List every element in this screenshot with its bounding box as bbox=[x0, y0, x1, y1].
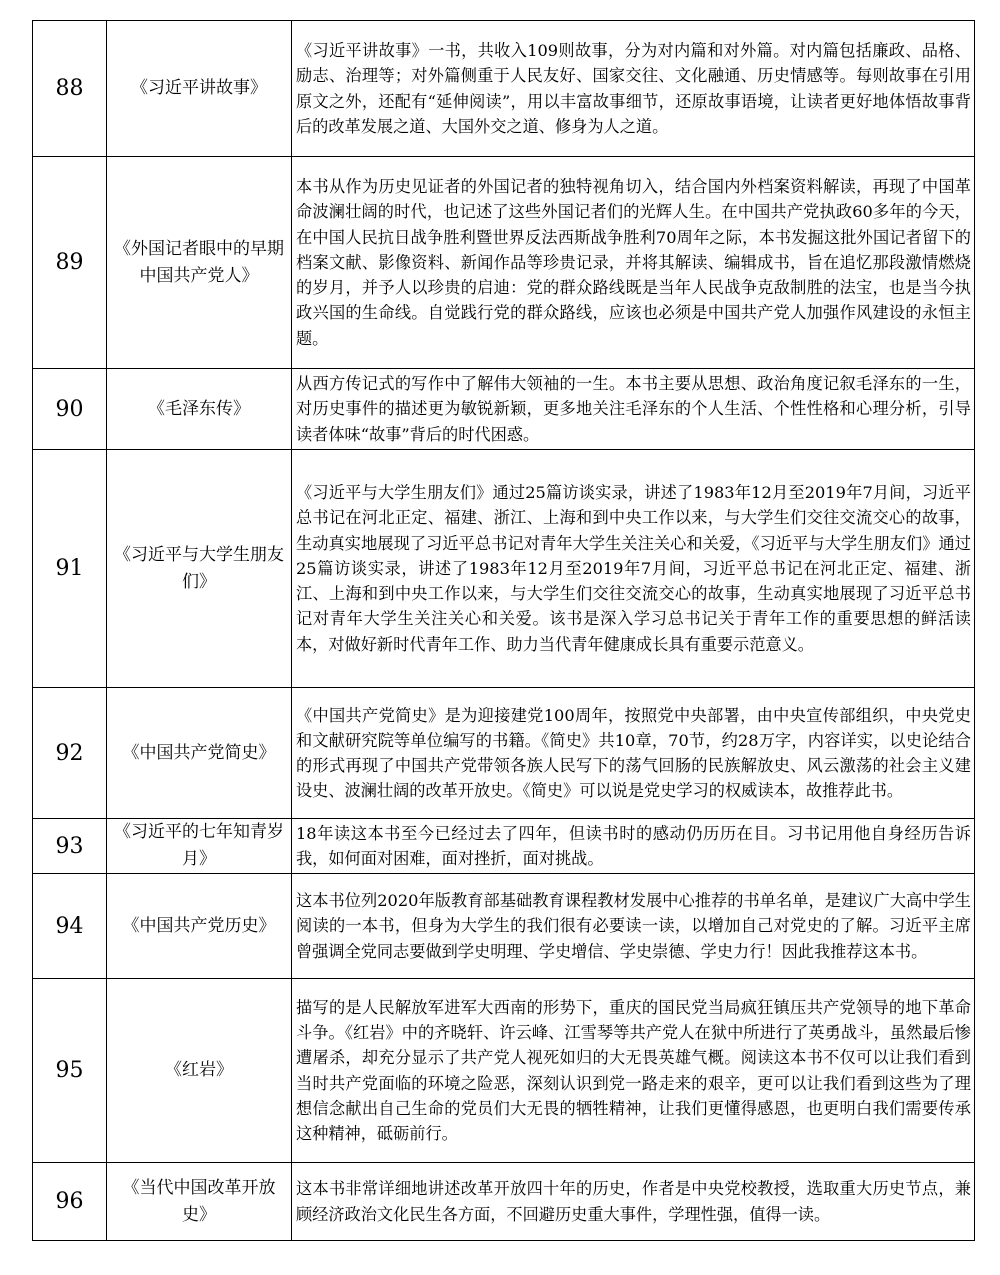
row-number: 94 bbox=[33, 874, 107, 979]
row-number: 92 bbox=[33, 688, 107, 819]
book-title: 《外国记者眼中的早期中国共产党人》 bbox=[107, 157, 292, 369]
table-row bbox=[33, 688, 975, 819]
book-description: 本书从作为历史见证者的外国记者的独特视角切入，结合国内外档案资料解读，再现了中国革命波澜壮阔的时代，也记述了这些外国记者们的光辉人生。在中国共产党执政60多年的今天，在中国人民抗日战争胜利暨世界反法西斯战争胜利70周年之际，本书发掘这批外国记者留下的档案文献、影像资料、新闻作品等珍贵记录，并将其解读、编辑成书，旨在追忆那段激情燃烧的岁月，并予人以珍贵的启迪：党的群众路线既是当年人民战争克敌制胜的法宝，也是当今执政兴国的生命线。自觉践行党的群众路线，应该也必须是中国共产党人加强作风建设的永恒主题。 bbox=[292, 157, 975, 369]
book-description: 这本书位列2020年版教育部基础教育课程教材发展中心推荐的书单名单，是建议广大高中学生阅读的一本书，但身为大学生的我们很有必要读一读，以增加自己对党史的了解。习近平主席曾强调全党同志要做到学史明理、学史增信、学史崇德、学史力行！因此我推荐这本书。 bbox=[292, 874, 975, 979]
book-title: 《中国共产党简史》 bbox=[107, 688, 292, 819]
row-number: 95 bbox=[33, 979, 107, 1163]
table-row bbox=[33, 450, 975, 688]
table-row bbox=[33, 874, 975, 979]
table-row bbox=[33, 819, 975, 874]
table-row bbox=[33, 157, 975, 369]
table-row bbox=[33, 1163, 975, 1241]
row-number: 91 bbox=[33, 450, 107, 688]
book-description: 《习近平讲故事》一书，共收入109则故事，分为对内篇和对外篇。对内篇包括廉政、品格、励志、治理等；对外篇侧重于人民友好、国家交往、文化融通、历史情感等。每则故事在引用原文之外，还配有“延伸阅读”，用以丰富故事细节，还原故事语境，让读者更好地体悟故事背后的改革发展之道、大国外交之道、修身为人之道。 bbox=[292, 21, 975, 157]
table-row bbox=[33, 979, 975, 1163]
book-description: 描写的是人民解放军进军大西南的形势下，重庆的国民党当局疯狂镇压共产党领导的地下革命斗争。《红岩》中的齐晓轩、许云峰、江雪琴等共产党人在狱中所进行了英勇战斗，虽然最后惨遭屠杀，却充分显示了共产党人视死如归的大无畏英雄气概。阅读这本书不仅可以让我们看到当时共产党面临的环境之险恶，深刻认识到党一路走来的艰辛，更可以让我们看到这些为了理想信念献出自己生命的党员们大无畏的牺牲精神，让我们更懂得感恩，也更明白我们需要传承这种精神，砥砺前行。 bbox=[292, 979, 975, 1163]
book-title: 《习近平的七年知青岁月》 bbox=[107, 819, 292, 874]
book-title: 《毛泽东传》 bbox=[107, 369, 292, 450]
book-title: 《习近平与大学生朋友们》 bbox=[107, 450, 292, 688]
book-recommendation-table bbox=[32, 20, 975, 1241]
book-title: 《中国共产党历史》 bbox=[107, 874, 292, 979]
book-title: 《红岩》 bbox=[107, 979, 292, 1163]
book-description: 18年读这本书至今已经过去了四年，但读书时的感动仍历历在目。习书记用他自身经历告诉我，如何面对困难，面对挫折，面对挑战。 bbox=[292, 819, 975, 874]
row-number: 96 bbox=[33, 1163, 107, 1241]
book-description: 《中国共产党简史》是为迎接建党100周年，按照党中央部署，由中央宣传部组织，中央党史和文献研究院等单位编写的书籍。《简史》共10章，70节，约28万字，内容详实，以史论结合的形式再现了中国共产党带领各族人民写下的荡气回肠的民族解放史、风云激荡的社会主义建设史、波澜壮阔的改革开放史。《简史》可以说是党史学习的权威读本，故推荐此书。 bbox=[292, 688, 975, 819]
row-number: 90 bbox=[33, 369, 107, 450]
book-description: 从西方传记式的写作中了解伟大领袖的一生。本书主要从思想、政治角度记叙毛泽东的一生，对历史事件的描述更为敏锐新颖，更多地关注毛泽东的个人生活、个性性格和心理分析，引导读者体味“故事”背后的时代困惑。 bbox=[292, 369, 975, 450]
row-number: 93 bbox=[33, 819, 107, 874]
row-number: 88 bbox=[33, 21, 107, 157]
table-row bbox=[33, 369, 975, 450]
book-description: 这本书非常详细地讲述改革开放四十年的历史，作者是中央党校教授，选取重大历史节点，兼顾经济政治文化民生各方面，不回避历史重大事件，学理性强，值得一读。 bbox=[292, 1163, 975, 1241]
book-description: 《习近平与大学生朋友们》通过25篇访谈实录，讲述了1983年12月至2019年7月间，习近平总书记在河北正定、福建、浙江、上海和到中央工作以来，与大学生们交往交流交心的故事，生动真实地展现了习近平总书记对青年大学生关注关心和关爱，《习近平与大学生朋友们》通过25篇访谈实录，讲述了1983年12月至2019年7月间，习近平总书记在河北正定、福建、浙江、上海和到中央工作以来，与大学生们交往交流交心的故事，生动真实地展现了习近平总书记对青年大学生关注关心和关爱。该书是深入学习总书记关于青年工作的重要思想的鲜活读本，对做好新时代青年工作、助力当代青年健康成长具有重要示范意义。 bbox=[292, 450, 975, 688]
book-title: 《习近平讲故事》 bbox=[107, 21, 292, 157]
row-number: 89 bbox=[33, 157, 107, 369]
table-row bbox=[33, 21, 975, 157]
book-title: 《当代中国改革开放史》 bbox=[107, 1163, 292, 1241]
